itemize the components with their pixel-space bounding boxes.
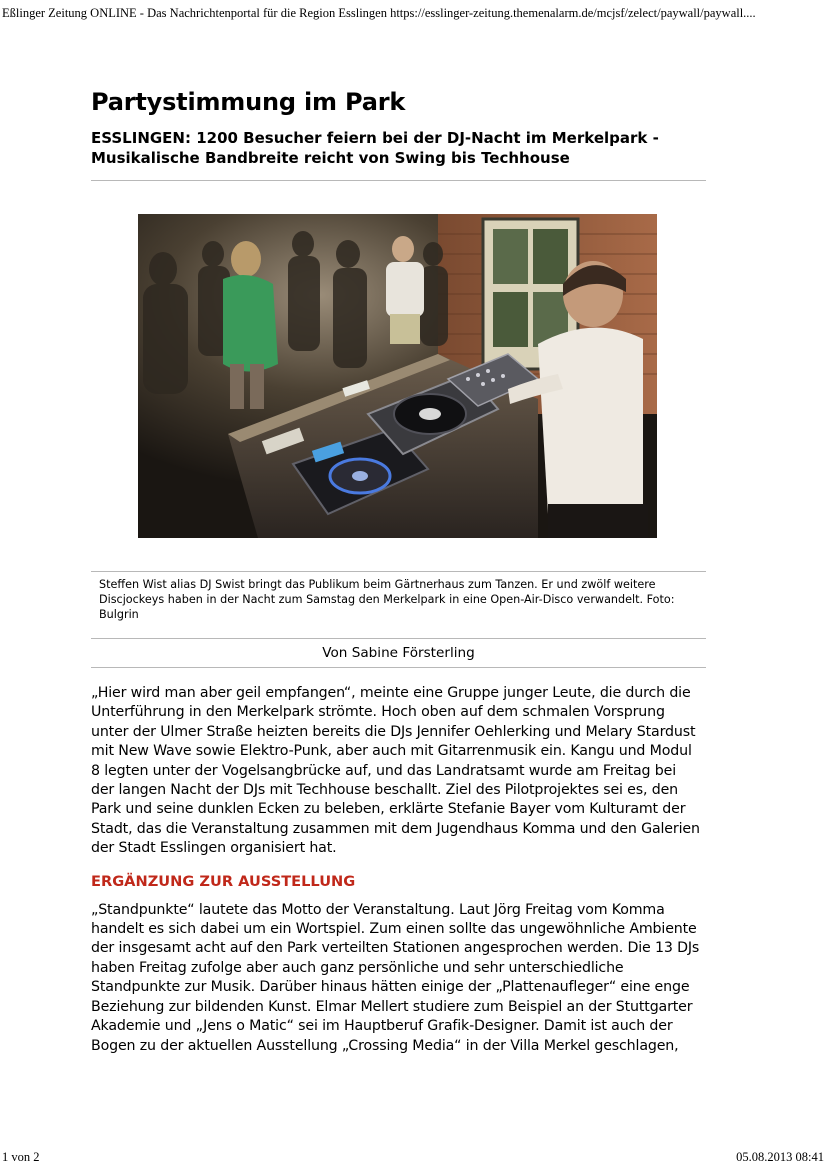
print-header: Eßlinger Zeitung ONLINE - Das Nachrichtenportal für die Region Esslingen https://esslinger-zeitung.themenalarm.de/mcjsf/zelect/paywall/paywall.... <box>2 6 756 20</box>
photo-caption: Steffen Wist alias DJ Swist bringt das Publikum beim Gärtnerhaus zum Tanzen. Er und zwölf weitere Discjockeys haben in der Nacht zum Samstag den Merkelpark in eine Open-Air-Disco verwandelt. Foto: Bulgrin <box>99 578 675 621</box>
subtitle-line-2: Musikalische Bandbreite reicht von Swing bis Techhouse <box>91 149 570 167</box>
article <box>91 88 706 1056</box>
byline: Von Sabine Försterling <box>322 645 475 661</box>
subtitle-line-1: ESSLINGEN: 1200 Besucher feiern bei der DJ-Nacht im Merkelpark - <box>91 129 659 147</box>
photo-illustration <box>138 214 657 538</box>
paragraph: „Standpunkte“ lautete das Motto der Veranstaltung. Laut Jörg Freitag vom Komma handelt es sich dabei um ein Wortspiel. Zum einen sollte das ungewöhnliche Ambiente der insgesamt acht auf den Park verteilten Stationen angesprochen werden. Die 13 DJs haben Freitag zufolge aber auch ganz persönliche und sehr unterschiedliche Standpunkte zur Musik. Darüber hinaus hätten einige der „Plattenaufleger“ eine enge Beziehung zur bildenden Kunst. Elmar Mellert studiere zum Beispiel an der Stuttgarter Akademie und „Jens o Matic“ sei im Hauptberuf Grafik-Designer. Damit ist auch der Bogen zu der aktuellen Ausstellung „Crossing Media“ in der Villa Merkel geschlagen, <box>91 901 700 1054</box>
print-timestamp: 05.08.2013 08:41 <box>736 1150 824 1164</box>
divider <box>91 638 706 639</box>
page-number: 1 von 2 <box>2 1150 40 1164</box>
section-heading: ERGÄNZUNG ZUR AUSSTELLUNG <box>91 872 356 890</box>
article-photo <box>138 214 657 538</box>
divider <box>91 571 706 572</box>
paragraph: „Hier wird man aber geil empfangen“, meinte eine Gruppe junger Leute, die durch die Unterführung in den Merkelpark strömte. Hoch oben auf dem schmalen Vorsprung unter der Ulmer Straße heizten bereits die DJs Jennifer Oehlerking und Melary Stardust mit New Wave sowie Elektro-Punk, aber auch mit Gitarrenmusik ein. Kangu und Modul 8 legten unter der Vogelsangbrücke auf, und das Landratsamt wurde am Freitag bei der langen Nacht der DJs mit Techhouse beschallt. Ziel des Pilotprojektes sei es, den Park und seine dunklen Ecken zu beleben, erklärte Stefanie Bayer vom Kulturamt der Stadt, das die Veranstaltung zusammen mit dem Jugendhaus Komma und den Galerien der Stadt Esslingen organisiert hat. <box>91 685 700 857</box>
article-subtitle <box>91 128 706 168</box>
divider <box>91 667 706 668</box>
article-title: Partystimmung im Park <box>91 88 406 116</box>
divider <box>91 180 706 181</box>
